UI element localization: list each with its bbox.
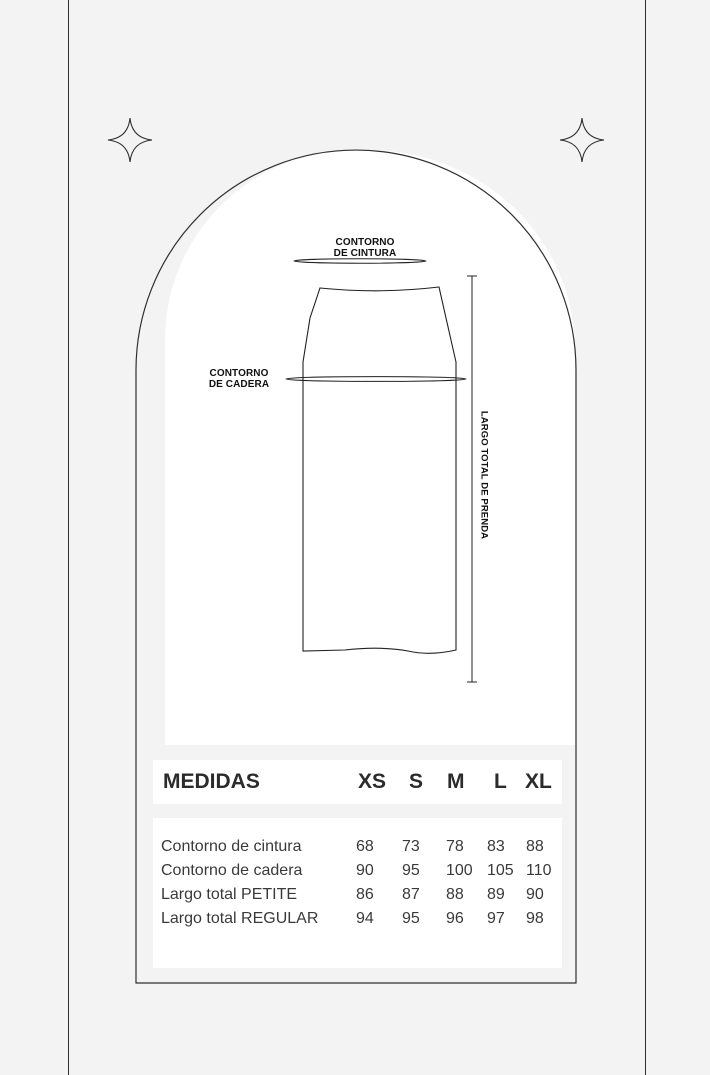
cell-l: 97 (487, 910, 505, 927)
cell-xl: 88 (526, 838, 544, 855)
size-table (153, 818, 562, 968)
cell-m: 96 (446, 910, 464, 927)
table-row (153, 835, 562, 859)
row-label: Largo total REGULAR (161, 910, 319, 927)
cell-xs: 94 (356, 910, 374, 927)
cell-xs: 86 (356, 886, 374, 903)
cell-xs: 90 (356, 862, 374, 879)
row-label: Contorno de cintura (161, 838, 302, 855)
cell-xl: 110 (526, 862, 552, 879)
cell-m: 100 (446, 862, 473, 879)
cell-s: 95 (402, 862, 420, 879)
cell-l: 83 (487, 838, 505, 855)
size-xl: XL (525, 770, 552, 793)
cell-m: 88 (446, 886, 464, 903)
cell-xs: 68 (356, 838, 374, 855)
table-title: MEDIDAS (163, 770, 260, 793)
cell-l: 105 (487, 862, 514, 879)
table-row (153, 907, 562, 931)
cell-s: 87 (402, 886, 420, 903)
size-s: S (409, 770, 424, 793)
cell-s: 95 (402, 910, 420, 927)
waist-label: CONTORNO DE CINTURA (333, 237, 397, 259)
sparkle-right-icon (560, 118, 604, 162)
cell-xl: 90 (526, 886, 544, 903)
size-l: L (494, 770, 507, 793)
size-xs: XS (358, 770, 387, 793)
table-row (153, 883, 562, 907)
hip-label: CONTORNO DE CADERA (208, 368, 270, 390)
sparkle-left-icon (108, 118, 152, 162)
size-m: M (447, 770, 465, 793)
table-row (153, 859, 562, 883)
cell-s: 73 (402, 838, 420, 855)
cell-l: 89 (487, 886, 505, 903)
row-label: Contorno de cadera (161, 862, 303, 879)
row-label: Largo total PETITE (161, 886, 298, 903)
cell-xl: 98 (526, 910, 544, 927)
length-label: LARGO TOTAL DE PRENDA (478, 410, 490, 540)
cell-m: 78 (446, 838, 464, 855)
size-table-header (153, 760, 562, 804)
